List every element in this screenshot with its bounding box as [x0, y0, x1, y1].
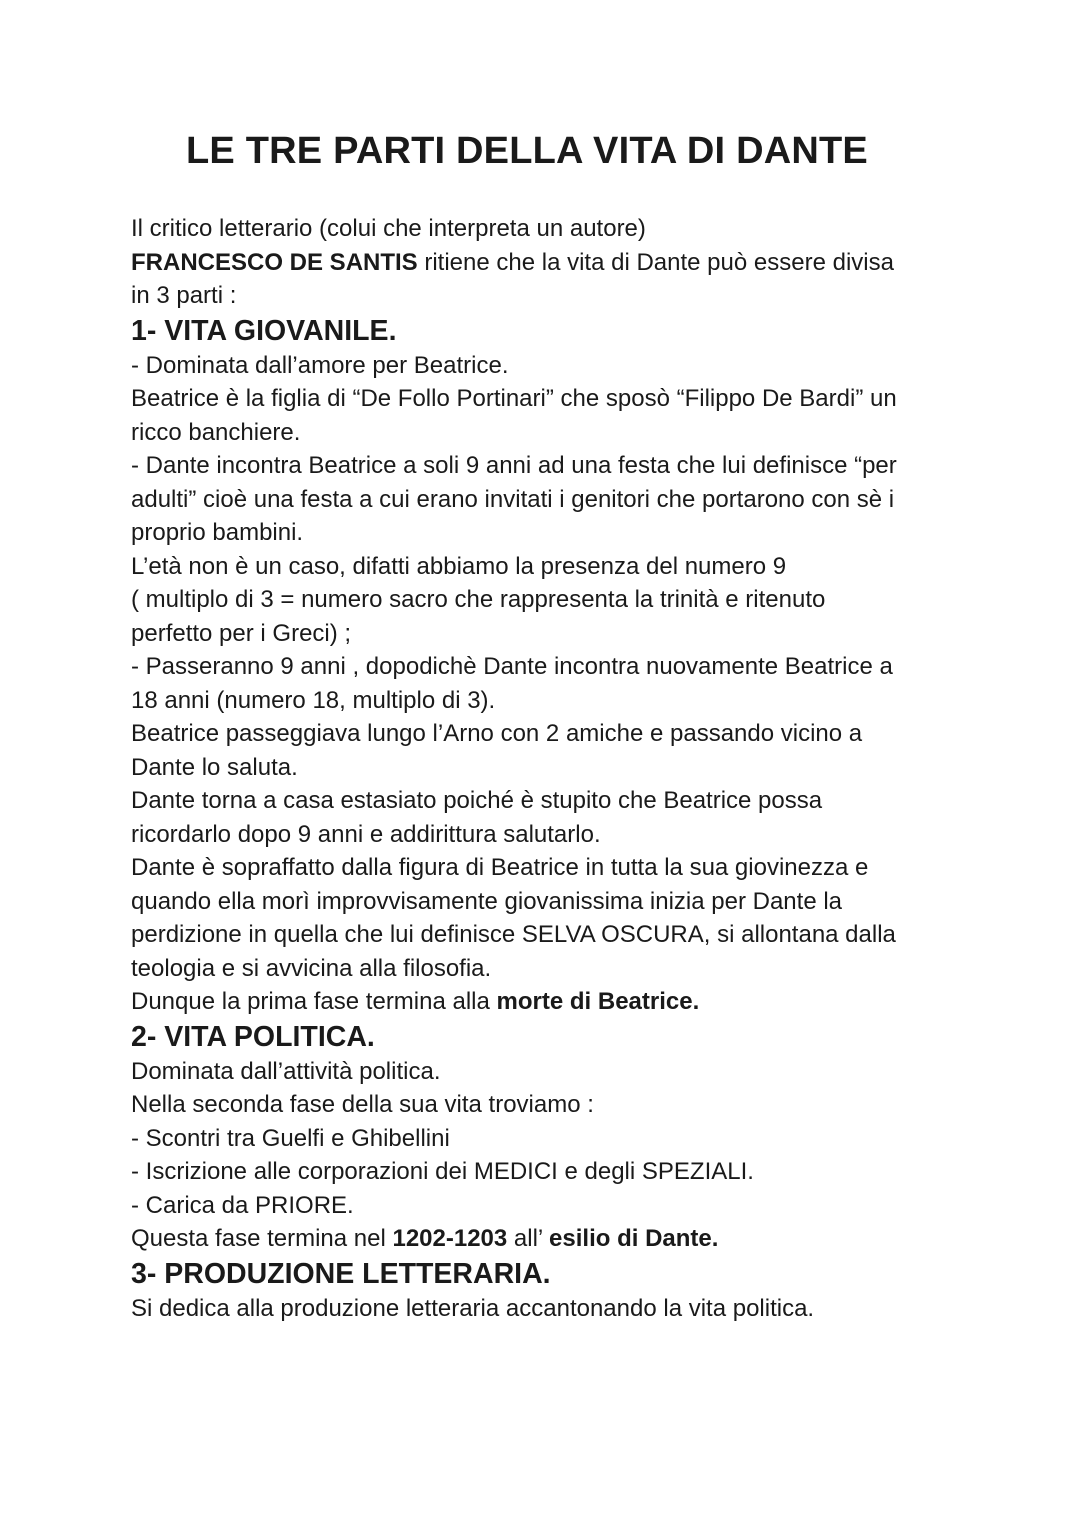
section-1-line: Dante lo saluta.	[131, 753, 298, 781]
intro-line-1: Il critico letterario (colui che interpreta un autore)	[131, 215, 646, 242]
section-3-line: Si dedica alla produzione letteraria accantonando la vita politica.	[131, 1294, 815, 1322]
section-1-line: Beatrice passeggiava lungo l’Arno con 2 amiche e passando vicino a	[131, 720, 863, 747]
section-2-heading: 2- VITA POLITICA.	[131, 1020, 375, 1053]
section-2-line: - Iscrizione alle corporazioni dei MEDICI e degli SPEZIALI.	[131, 1158, 754, 1185]
section-1-line: ricordarlo dopo 9 anni e addirittura salutarlo.	[131, 820, 601, 848]
section-2-line: - Carica da PRIORE.	[131, 1191, 354, 1219]
section-1-line: teologia e si avvicina alla filosofia.	[131, 954, 492, 982]
section-1-line: Dante torna a casa estasiato poiché è stupito che Beatrice possa	[131, 787, 823, 814]
section-1-line: quando ella morì improvvisamente giovanissima inizia per Dante la	[131, 887, 843, 915]
author-name: FRANCESCO DE SANTIS	[131, 248, 418, 276]
page-title: LE TRE PARTI DELLA VITA DI DANTE	[186, 130, 868, 172]
section-1-line: - Dante incontra Beatrice a soli 9 anni ad una festa che lui definisce “per	[131, 452, 897, 479]
section-2-closing-text: Questa fase termina nel	[131, 1225, 393, 1252]
section-1-line: Beatrice è la figlia di “De Follo Portinari” che sposò “Filippo De Bardi” un	[131, 385, 897, 412]
section-1-line: - Passeranno 9 anni , dopodichè Dante incontra nuovamente Beatrice a	[131, 653, 893, 680]
section-2-line: - Scontri tra Guelfi e Ghibellini	[131, 1124, 450, 1152]
section-1-heading: 1- VITA GIOVANILE.	[131, 314, 397, 347]
section-2-line: Dominata dall’attività politica.	[131, 1057, 441, 1085]
section-1-line: adulti” cioè una festa a cui erano invitati i genitori che portarono con sè i	[131, 485, 895, 513]
section-1-line: ricco banchiere.	[131, 418, 301, 446]
section-1-closing	[131, 985, 951, 1019]
section-1-closing-text: Dunque la prima fase termina alla	[131, 988, 497, 1015]
section-1-line: - Dominata dall’amore per Beatrice.	[131, 351, 509, 379]
section-2-closing-bold: esilio di Dante.	[549, 1225, 719, 1252]
intro-line-2	[131, 246, 951, 280]
intro-line-2-rest: ritiene che la vita di Dante può essere divisa	[417, 248, 894, 276]
section-2-closing	[131, 1222, 951, 1256]
section-3-heading: 3- PRODUZIONE LETTERARIA.	[131, 1257, 551, 1290]
section-1-closing-bold: morte di Beatrice.	[496, 988, 700, 1015]
section-1-line: ( multiplo di 3 = numero sacro che rappresenta la trinità e ritenuto	[131, 586, 826, 613]
section-1-line: Dante è sopraffatto dalla figura di Beatrice in tutta la sua giovinezza e	[131, 854, 869, 881]
section-2-line: Nella seconda fase della sua vita troviamo :	[131, 1091, 594, 1118]
section-1-line: proprio bambini.	[131, 519, 304, 546]
section-1-line: perfetto per i Greci) ;	[131, 619, 352, 647]
section-1-line: perdizione in quella che lui definisce SELVA OSCURA, si allontana dalla	[131, 921, 896, 948]
document-body	[131, 212, 951, 1325]
section-1-line: L’età non è un caso, difatti abbiamo la presenza del numero 9	[131, 552, 787, 580]
section-2-closing-years: 1202-1203	[392, 1225, 508, 1252]
intro-line-3: in 3 parti :	[131, 282, 237, 309]
section-1-line: 18 anni (numero 18, multiplo di 3).	[131, 686, 496, 714]
section-2-closing-mid: all’	[507, 1225, 550, 1252]
